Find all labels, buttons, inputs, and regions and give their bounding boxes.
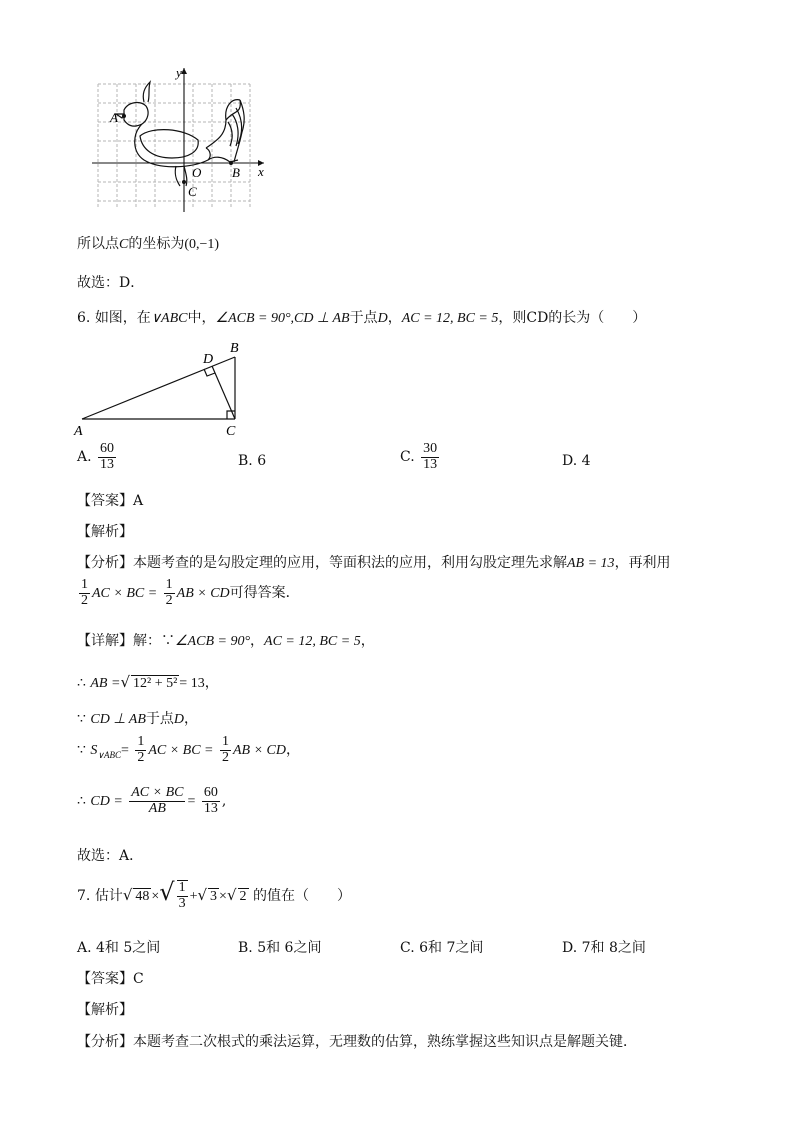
q6-number: 6. (77, 310, 91, 326)
point-c (182, 180, 186, 184)
q6-option-a[interactable]: A. $\frac{60}{13}$ (77, 441, 115, 472)
q6-area-formula: $\frac{1}{2}$ AC × BC = $\frac{1}{2}$ AB × CD可得答案． (81, 577, 300, 608)
label-a: A (110, 110, 118, 125)
q6-analysis-title: 【解析】 (77, 524, 133, 540)
q6-choice: 故选：A． (77, 848, 144, 864)
tri-label-b: B (230, 341, 239, 356)
q7-analysis: 【分析】本题考查二次根式的乘法运算，无理数的估算，熟练掌握这些知识点是解题关键． (77, 1034, 637, 1050)
y-axis-arrow (181, 68, 187, 74)
q6-detail: 【详解】解：∵∠ACB = 90°，AC = 12, BC = 5， (77, 633, 375, 649)
q6-option-b[interactable]: B. 6 (238, 453, 267, 469)
label-x: x (258, 164, 264, 179)
tri-label-a: A (74, 424, 83, 439)
q6-step-1: ∴ AB =√ 12² + 5² = 13， (77, 673, 219, 691)
rooster-coordinate-figure (88, 62, 278, 217)
q7-answer: 【答案】C (77, 971, 144, 987)
tri-label-c: C (226, 424, 236, 439)
q6-option-c[interactable]: C. $\frac{30}{13}$ (400, 441, 438, 472)
triangle-figure (70, 338, 260, 440)
coordinate-value: (0,−1) (184, 237, 220, 252)
axes (92, 68, 264, 212)
q6-step-3: ∵ $S_{\vee ABC}=$ $\frac{1}{2}$ AC × BC = $\frac{1}{2}$ AB × CD， (77, 734, 300, 765)
q7-option-b[interactable]: B. 5和 6之间 (238, 940, 322, 956)
label-y: y (176, 65, 182, 80)
q6-step-4: ∴ CD = $\frac{AC \times BC}{AB}$ = $\frac{60}{13}$ , (77, 785, 227, 816)
q6-option-d[interactable]: D. 4 (562, 453, 591, 469)
q6-step-2: ∵ CD ⊥ AB于点D， (77, 711, 198, 727)
label-o: O (192, 165, 202, 180)
grid (98, 84, 250, 208)
tri-label-d: D (203, 352, 214, 367)
label-b: B (232, 165, 240, 180)
q7-stem: 7. 估计√ 48 ×√ $\frac{1}{3}$ +√ 3 ×√ 2 的值在（ ） (77, 878, 351, 911)
point-a (122, 114, 126, 118)
q7-option-d[interactable]: D. 7和 8之间 (562, 940, 646, 956)
q5-choice: 故选：D． (77, 275, 145, 291)
q7-option-a[interactable]: A. 4和 5之间 (77, 940, 161, 956)
q6-stem: 6. 如图，在∨ABC中，∠ACB = 90°,CD ⊥ AB于点D，AC = 12, BC = 5，则CD的长为（ ） (77, 310, 647, 326)
q6-answer: 【答案】A (77, 493, 144, 509)
q6-analysis: 【分析】本题考查的是勾股定理的应用，等面积法的应用，利用勾股定理先求解AB = 13，再利用 (77, 555, 671, 571)
q7-analysis-title: 【解析】 (77, 1002, 133, 1018)
label-c: C (188, 184, 197, 199)
q5-conclusion-line: 所以点C的坐标为(0,−1) (77, 236, 220, 252)
q7-number: 7. (77, 888, 91, 904)
rooster-drawing (116, 82, 244, 186)
q7-option-c[interactable]: C. 6和 7之间 (400, 940, 484, 956)
